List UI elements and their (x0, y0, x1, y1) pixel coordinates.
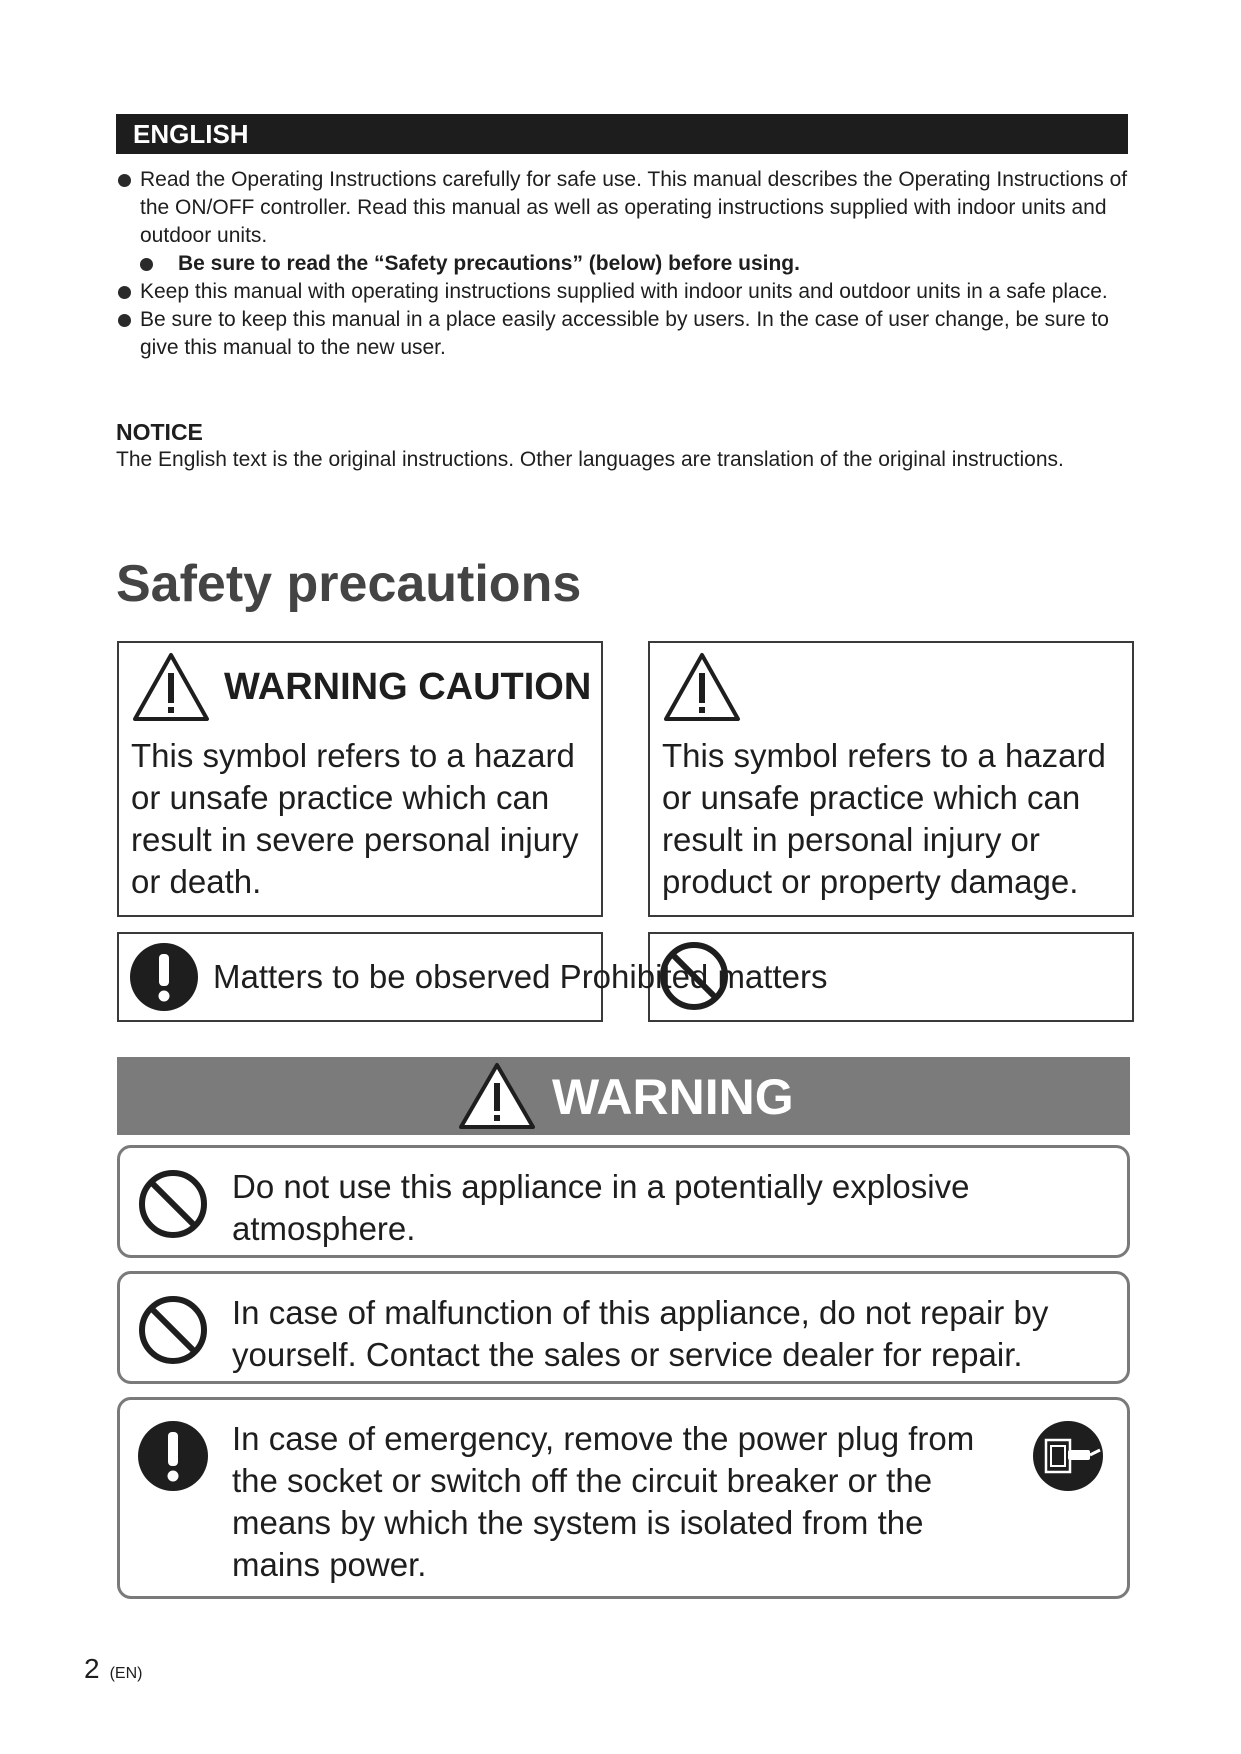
warning-banner (117, 1057, 1130, 1135)
intro-bullet: Be sure to keep this manual in a place easily accessible by users. In the case of user change, be sure to give this manual to the new user. (116, 306, 1136, 362)
mandatory-icon (129, 942, 199, 1012)
warning-caution-label: WARNING CAUTION (224, 666, 592, 708)
caution-description: This symbol refers to a hazard or unsafe practice which can result in personal injury or product or property damage. (662, 737, 1106, 900)
prohibited-icon (137, 1294, 209, 1366)
intro-bullet: Read the Operating Instructions carefully for safe use. This manual describes the Operating Instructions of the ON/OFF controller. Read this manual as well as operating instructions supplied with indoor units and outdoor units. (116, 166, 1136, 250)
warning-triangle-icon (457, 1061, 537, 1131)
intro-subbullet: Be sure to read the “Safety precautions” (below) before using. (116, 250, 1136, 278)
mandatory-icon (137, 1420, 209, 1492)
warning-description: This symbol refers to a hazard or unsafe practice which can result in severe personal injury or death. (131, 737, 579, 900)
prohibited-icon (137, 1168, 209, 1240)
warning-item (117, 1271, 1130, 1384)
intro-section (116, 166, 1136, 362)
notice-section (116, 418, 1156, 474)
page-title: Safety precautions (116, 555, 582, 613)
caution-triangle-icon (662, 651, 742, 723)
notice-text: The English text is the original instructions. Other languages are translation of the original instructions. (116, 448, 1064, 471)
warning-item-text: In case of malfunction of this appliance, do not repair by yourself. Contact the sales or service dealer for repair. (232, 1294, 1049, 1373)
caution-symbol-box (648, 641, 1134, 917)
warning-item-text: In case of emergency, remove the power plug from the socket or switch off the circuit breaker or the means by which the system is isolated from the mains power. (232, 1420, 975, 1583)
warning-item (117, 1145, 1130, 1258)
page-number: 2 (EN) (84, 1653, 143, 1684)
warning-triangle-icon (131, 651, 211, 723)
language-header: ENGLISH (116, 114, 1128, 154)
observed-prohibited-label: Matters to be observed Prohibited matters (213, 958, 828, 995)
warning-item-text: Do not use this appliance in a potentially explosive atmosphere. (232, 1168, 970, 1247)
warning-item (117, 1397, 1130, 1599)
warning-banner-label: WARNING (552, 1069, 794, 1125)
unplug-icon (1032, 1420, 1104, 1492)
intro-bullet: Keep this manual with operating instructions supplied with indoor units and outdoor units in a safe place. (116, 278, 1136, 306)
notice-heading: NOTICE (116, 419, 203, 445)
